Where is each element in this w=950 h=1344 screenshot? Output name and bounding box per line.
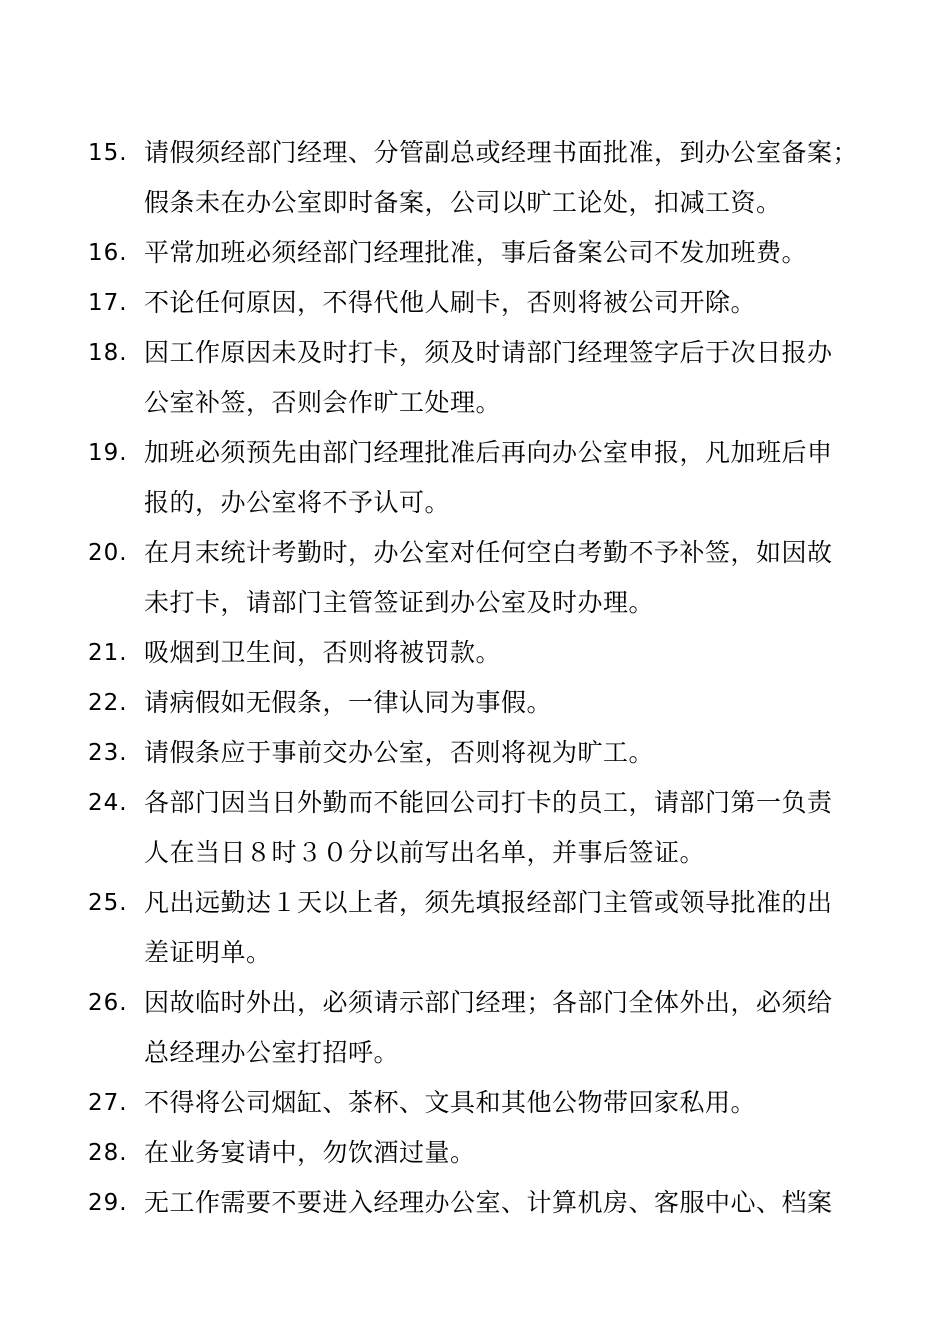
rule-text-line: 差证明单。 <box>144 938 272 967</box>
rule-text <box>144 878 868 978</box>
rule-text <box>144 978 868 1078</box>
rule-text <box>144 1178 868 1228</box>
rule-text-line: 凡出远勤达１天以上者，须先填报经部门主管或领导批准的出 <box>144 888 833 917</box>
rule-text <box>144 328 868 428</box>
rule-text-line: 不得将公司烟缸、茶杯、文具和其他公物带回家私用。 <box>144 1088 757 1117</box>
rule-text <box>144 628 868 678</box>
rule-text-line: 请假须经部门经理、分管副总或经理书面批准，到办公室备案； <box>144 138 859 167</box>
rule-item <box>88 978 868 1078</box>
rule-item <box>88 1178 868 1228</box>
rule-number: 17. <box>88 290 128 316</box>
rule-number: 28. <box>88 1140 128 1166</box>
rule-text <box>144 1078 868 1128</box>
rule-text-line: 人在当日８时３０分以前写出名单，并事后签证。 <box>144 838 706 867</box>
rule-text <box>144 128 868 228</box>
rule-text <box>144 1128 868 1178</box>
rule-text-line: 加班必须预先由部门经理批准后再向办公室申报，凡加班后申 <box>144 438 833 467</box>
rule-text-line: 因工作原因未及时打卡，须及时请部门经理签字后于次日报办 <box>144 338 833 367</box>
rule-item <box>88 628 868 678</box>
rule-item <box>88 428 868 528</box>
rule-text <box>144 528 868 628</box>
rule-text-line: 在业务宴请中，勿饮酒过量。 <box>144 1138 476 1167</box>
rule-text-line: 总经理办公室打招呼。 <box>144 1038 400 1067</box>
rule-text-line: 无工作需要不要进入经理办公室、计算机房、客服中心、档案 <box>144 1188 833 1217</box>
rule-number: 25. <box>88 890 128 916</box>
rule-text <box>144 678 868 728</box>
rule-text <box>144 728 868 778</box>
rule-item <box>88 728 868 778</box>
rule-number: 24. <box>88 790 128 816</box>
rule-number: 19. <box>88 440 128 466</box>
rule-text <box>144 278 868 328</box>
rule-item <box>88 1128 868 1178</box>
rule-number: 29. <box>88 1190 128 1216</box>
rule-text <box>144 778 868 878</box>
rule-text-line: 在月末统计考勤时，办公室对任何空白考勤不予补签，如因故 <box>144 538 833 567</box>
rule-item <box>88 778 868 878</box>
rule-text <box>144 428 868 528</box>
rule-number: 21. <box>88 640 128 666</box>
rule-number: 27. <box>88 1090 128 1116</box>
rule-text-line: 因故临时外出，必须请示部门经理；各部门全体外出，必须给 <box>144 988 833 1017</box>
rule-text-line: 假条未在办公室即时备案，公司以旷工论处，扣减工资。 <box>144 188 782 217</box>
rule-number: 26. <box>88 990 128 1016</box>
rule-text-line: 报的，办公室将不予认可。 <box>144 488 451 517</box>
rule-item <box>88 128 868 228</box>
rule-text-line: 各部门因当日外勤而不能回公司打卡的员工，请部门第一负责 <box>144 788 833 817</box>
rule-item <box>88 328 868 428</box>
rule-item <box>88 528 868 628</box>
rule-item <box>88 678 868 728</box>
rule-text-line: 吸烟到卫生间，否则将被罚款。 <box>144 638 502 667</box>
rule-text-line: 不论任何原因，不得代他人刷卡，否则将被公司开除。 <box>144 288 757 317</box>
rule-text-line: 公室补签，否则会作旷工处理。 <box>144 388 502 417</box>
rules-list <box>88 128 868 1228</box>
rule-item <box>88 278 868 328</box>
rule-text-line: 请病假如无假条，一律认同为事假。 <box>144 688 553 717</box>
rule-number: 15. <box>88 140 128 166</box>
rule-number: 23. <box>88 740 128 766</box>
rule-number: 22. <box>88 690 128 716</box>
rule-text-line: 未打卡，请部门主管签证到办公室及时办理。 <box>144 588 655 617</box>
rule-number: 18. <box>88 340 128 366</box>
rule-number: 20. <box>88 540 128 566</box>
rule-item <box>88 228 868 278</box>
rule-number: 16. <box>88 240 128 266</box>
rule-text <box>144 228 868 278</box>
rule-item <box>88 878 868 978</box>
rule-item <box>88 1078 868 1128</box>
rule-text-line: 请假条应于事前交办公室，否则将视为旷工。 <box>144 738 655 767</box>
rule-text-line: 平常加班必须经部门经理批准，事后备案公司不发加班费。 <box>144 238 808 267</box>
